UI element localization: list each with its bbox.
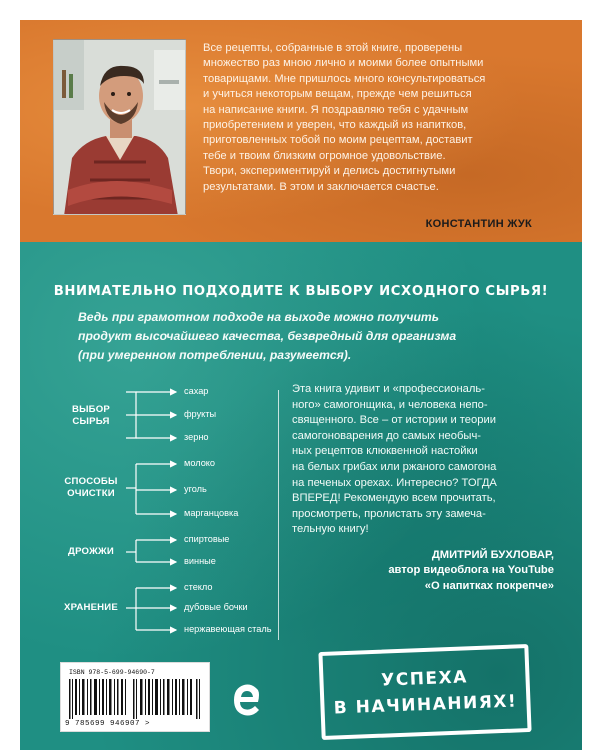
intro-line: и учиться некоторым вещам, прежде чем решиться — [203, 88, 472, 101]
group-title: СПОСОБЫ — [64, 476, 118, 487]
quote-line: на печеных орехах. Интересно? ТОГДА — [292, 476, 497, 489]
barcode-block — [60, 662, 210, 732]
top-section — [20, 20, 582, 242]
book-back-cover — [20, 20, 582, 750]
review-quote — [292, 382, 554, 538]
diagram-group-raw-material — [56, 404, 126, 428]
group-title: ДРОЖЖИ — [68, 546, 114, 557]
intro-line: Твори, экспериментируй и делись достигнутыми — [203, 165, 456, 178]
diagram-item: марганцовка — [184, 508, 239, 518]
quote-line: просмотреть, пролистать эту замеча- — [292, 507, 486, 520]
process-diagram — [56, 380, 286, 650]
subhead-line: продукт высочайшего качества, безвредный для организма — [78, 329, 457, 343]
diagram-item: стекло — [184, 582, 213, 592]
reviewer-name: ДМИТРИЙ БУХЛОВАР, — [431, 549, 554, 561]
diagram-item: нержавеющая сталь — [184, 624, 272, 634]
publisher-logo-icon — [230, 680, 264, 720]
column-divider — [278, 390, 279, 640]
quote-line: тельную книгу! — [292, 523, 369, 536]
diagram-item: молоко — [184, 458, 216, 468]
intro-line: Все рецепты, собранные в этой книге, проверены — [203, 42, 463, 54]
intro-text — [203, 41, 563, 195]
subheadline — [78, 308, 548, 365]
diagram-group-purification — [56, 476, 126, 500]
group-title: ОЧИСТКИ — [67, 488, 115, 499]
diagram-item: фрукты — [184, 409, 217, 419]
intro-line: приготовленных тобой по моим рецептам, доставит — [203, 134, 473, 147]
author-portrait-illustration — [54, 40, 186, 215]
headline: ВНИМАТЕЛЬНО ПОДХОДИТЕ К ВЫБОРУ ИСХОДНОГО СЫРЬЯ! — [53, 284, 549, 299]
author-signature: КОНСТАНТИН ЖУК — [425, 218, 532, 230]
isbn-text: ISBN 978-5-699-94690-7 — [69, 669, 155, 676]
reviewer-channel: «О напитках покрепче» — [424, 579, 554, 592]
diagram-item: спиртовые — [184, 534, 230, 544]
subhead-line: Ведь при грамотном подходе на выходе можно получить — [78, 310, 439, 324]
group-title: СЫРЬЯ — [72, 416, 110, 427]
diagram-item: винные — [184, 556, 216, 566]
stamp-line: В НАЧИНАНИЯХ! — [333, 691, 518, 719]
intro-line: тебе и твоим близким огромное удовольствие. — [203, 149, 446, 162]
group-title: ХРАНЕНИЕ — [63, 602, 119, 613]
group-title: ВЫБОР — [71, 404, 111, 415]
reviewer-signature — [294, 548, 554, 594]
success-stamp — [318, 644, 531, 740]
quote-line: ного» самогонщика, и человека непо- — [292, 398, 488, 411]
intro-line: товарищами. Мне пришлось много консультироваться — [203, 72, 486, 85]
intro-line: результатами. В этом и заключается счастье. — [203, 180, 439, 193]
quote-line: самогоноварения до самых необыч- — [292, 429, 481, 442]
intro-line: приобретением и уверен, что каждый из напитков, — [203, 119, 467, 132]
diagram-item: зерно — [184, 432, 209, 442]
quote-line: священного. Все – от истории и теории — [292, 414, 496, 427]
bottom-section — [20, 242, 582, 750]
intro-line: на написание книги. Я поздравляю тебя с удачным — [203, 103, 469, 116]
diagram-group-storage — [56, 602, 126, 614]
diagram-item: дубовые бочки — [184, 602, 248, 612]
quote-line: Эта книга удивит и «профессиональ- — [292, 383, 485, 395]
quote-line: ных рецептов клюквенной настойки — [292, 445, 478, 458]
quote-line: на белых грибах или ржаного самогона — [292, 460, 497, 473]
diagram-group-yeast — [56, 546, 126, 558]
author-photo — [53, 39, 186, 215]
diagram-item: сахар — [184, 386, 209, 396]
stamp-line: УСПЕХА — [380, 667, 469, 691]
barcode-bars — [69, 679, 203, 719]
diagram-item: уголь — [184, 484, 207, 494]
quote-line: ВПЕРЕД! Рекомендую всем прочитать, — [292, 492, 496, 505]
subhead-line: (при умеренном потреблении, разумеется). — [78, 348, 352, 362]
barcode-number: 9 785699 946907 > — [65, 720, 151, 728]
reviewer-role: автор видеоблога на YouTube — [388, 564, 554, 577]
intro-line: множество раз мною лично и моими более опытными — [203, 57, 484, 70]
